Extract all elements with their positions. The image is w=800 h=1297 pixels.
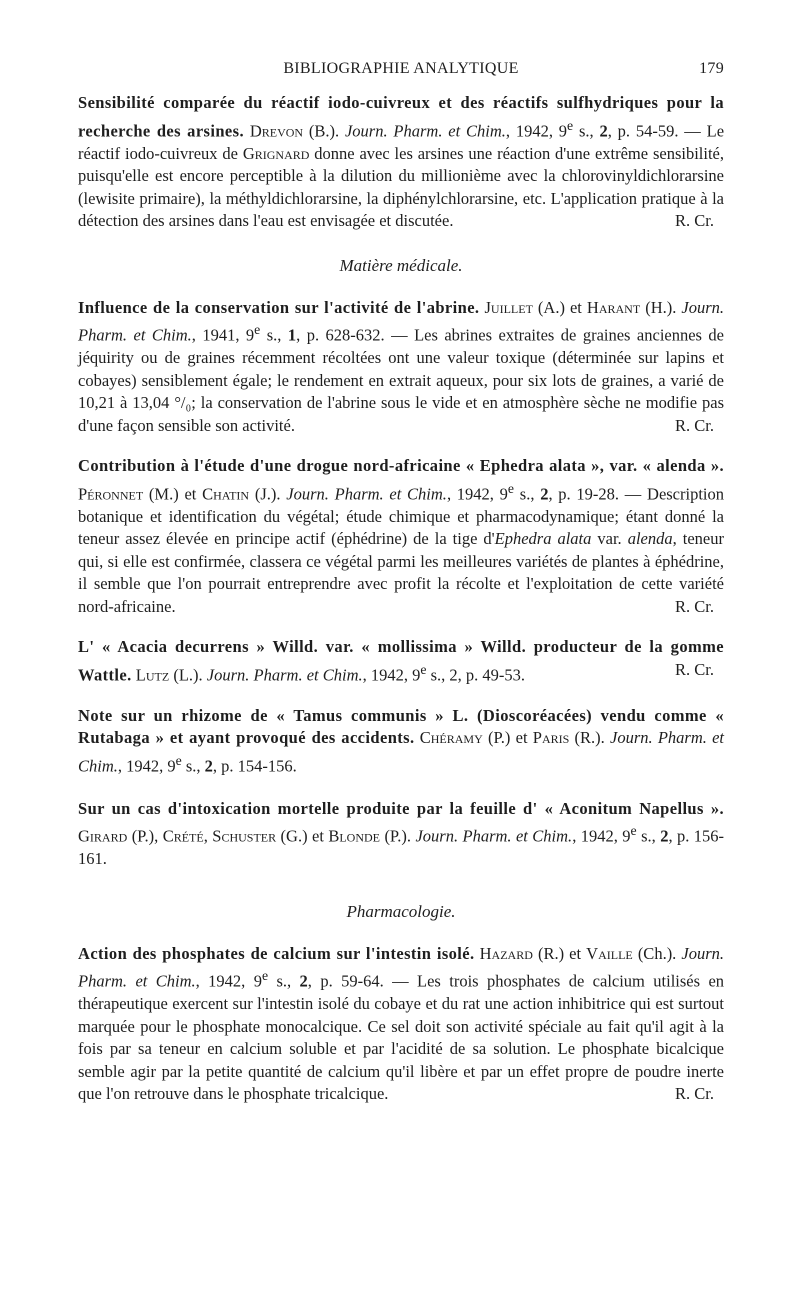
entry-title: Note sur un rhizome de « Tamus communis » L. (Dioscoréacées) vendu comme « Rutabaga » et ayant provoqué des accidents. xyxy=(78,705,724,747)
entry-title: Sur un cas d'intoxication mortelle produite par la feuille d' « Aconitum Napellus ». xyxy=(78,798,724,818)
journal-name: Journ. Pharm. et Chim. xyxy=(344,121,506,140)
volume: 2 xyxy=(204,756,213,775)
author-initial: (R.). xyxy=(569,728,610,747)
entry-body: , p. 59-64. — Les trois phosphates de calcium utilisés en thérapeutique exercent sur l'intestin isolé du cobaye et du rat une action inhibitrice qui est surtout marquée pour le phosphate monocalcique. Ce sel doit son activité spéciale au fait qu'il agit à la fois par sa teneur en calcium soluble et par l'acidité de sa solution. Le phosphate bicalcique semble agir par la petite quantité de calcium qu'il libère et par un effet propre de poudre inerte que l'on retrouve dans le phosphate tricalcique. xyxy=(78,971,725,1103)
entry-title: Action des phosphates de calcium sur l'intestin isolé. xyxy=(78,943,475,963)
signature: R. Cr. xyxy=(675,596,714,616)
reference: s., xyxy=(181,756,205,775)
volume: 2 xyxy=(599,121,608,140)
section-heading: Pharmacologie. xyxy=(346,901,456,921)
reference: s., 2, p. 49-53. xyxy=(426,665,526,684)
author-name: Blonde xyxy=(328,826,381,846)
variety-name: alenda xyxy=(627,529,673,548)
species-name: Ephedra alata xyxy=(494,529,592,548)
page-number: 179 xyxy=(699,60,724,77)
entry-body: donne avec les arsines une réaction d'une extrême sensibilité, puisqu'elle est encore perceptible à la dilution du millionième avec la chlorovinyldichlorarsine (lewisite primaire), la méthyldichlorarsine, la diphénylchlorarsine, etc. L'application pratique à la détection des arsines dans l'eau est envisagée et discutée. xyxy=(78,143,724,230)
entry-body: var. xyxy=(591,529,628,548)
journal-name: Journ. Pharm. et Chim. xyxy=(78,297,725,345)
volume: 2 xyxy=(660,826,669,846)
author-name: Vaille xyxy=(586,943,633,963)
section-heading: Matière médicale. xyxy=(339,255,463,275)
reference: , 1942, 9 xyxy=(362,665,421,684)
author-initial: (M.) et xyxy=(143,484,203,503)
superscript: e xyxy=(630,823,637,838)
author-name: Paris xyxy=(532,728,570,747)
author-name: Juillet xyxy=(484,297,533,317)
author-name: Chatin xyxy=(202,484,250,503)
author-name: Chéramy xyxy=(419,728,483,747)
entry-title: Sensibilité comparée du réactif iodo-cuivreux et des réactifs sulfhydriques pour la recherche des arsines. xyxy=(78,93,724,140)
author-initial: (A.) et xyxy=(532,297,587,317)
author-initial: (L.). xyxy=(169,665,207,684)
reference: s., xyxy=(260,325,288,345)
journal-name: Journ. Pharm. et Chim. xyxy=(78,943,725,991)
author-name: Girard xyxy=(78,826,128,846)
reference: , p. 154-156. xyxy=(212,756,297,775)
journal-name: Journ. Pharm. et Chim. xyxy=(286,484,447,503)
author-name: Drevon xyxy=(249,121,304,140)
author-name: Hazard xyxy=(479,943,533,963)
volume: 1 xyxy=(287,325,297,345)
entry-title: Contribution à l'étude d'une drogue nord-africaine « Ephedra alata », var. « alenda ». xyxy=(78,456,724,475)
abstract-entry xyxy=(78,92,724,233)
superscript: e xyxy=(507,480,515,496)
reference: , 1942, 9 xyxy=(195,971,262,991)
reference: s., xyxy=(573,121,600,140)
author-initial: (B.). xyxy=(303,121,345,140)
running-title: BIBLIOGRAPHIE ANALYTIQUE xyxy=(283,60,519,77)
author-initial: , xyxy=(203,826,213,846)
superscript: e xyxy=(261,968,269,983)
page xyxy=(78,60,724,1106)
author-initial: (R.) et xyxy=(532,943,587,963)
volume: 2 xyxy=(299,971,308,991)
abstract-entry xyxy=(78,455,724,618)
author-name: Schuster xyxy=(212,826,277,846)
abstract-entry xyxy=(78,943,724,1106)
entry-title: L' « Acacia decurrens » Willd. var. « mollissima » Willd. producteur de la gomme Wattle. xyxy=(78,637,724,684)
journal-name: Journ. Pharm. et Chim. xyxy=(78,728,725,775)
signature: R. Cr. xyxy=(675,415,714,435)
superscript: e xyxy=(420,661,427,677)
abstract-entry xyxy=(78,798,724,871)
entry-title: Influence de la conservation sur l'activité de l'abrine. xyxy=(78,297,480,317)
cited-name: Grignard xyxy=(242,143,310,163)
reference: s., xyxy=(514,484,541,503)
author-initial: (P.), xyxy=(127,826,163,846)
reference: , 1942, 9 xyxy=(446,484,508,503)
superscript: e xyxy=(175,752,182,768)
entry-body: , p. 628-632. — Les abrines extraites de graines anciennes de jéquirity ou de graines récemment récoltées ont une valeur toxique (déterminée sur lapins et cobayes) sensiblement égale; le rendement en extrait aqueux, pour six lots de graines, a varié de 10,21 à 13,04 °/₀; la conservation de l'abrine sous le vide et en atmosphère sèche ne modifie pas d'une façon sensible son activité. xyxy=(78,325,725,435)
reference: , 1942, 9 xyxy=(572,826,631,846)
author-initial: (G.) et xyxy=(276,826,329,846)
entry-body: , teneur qui, si elle est confirmée, classera ce végétal parmi les meilleures variétés de plantes à éphédrine, il semble que l'on pourrait entreprendre avec profit la récolte et l'exploitation de cette variété nord-africaine. xyxy=(78,529,724,616)
author-initial: (P.) et xyxy=(482,728,533,747)
author-initial: (P.). xyxy=(380,826,416,846)
author-name: Lutz xyxy=(135,665,170,684)
author-name: Crété xyxy=(162,826,204,846)
volume: 2 xyxy=(540,484,549,503)
reference: s., xyxy=(636,826,661,846)
reference: , p. 54-59. — Le réactif iodo-cuivreux de xyxy=(78,121,725,163)
superscript: e xyxy=(254,322,261,337)
running-head xyxy=(78,60,724,84)
reference: , p. 156-161. xyxy=(78,826,725,868)
journal-name: Journ. Pharm. et Chim. xyxy=(206,665,363,684)
reference: , 1941, 9 xyxy=(191,325,255,345)
abstract-entry xyxy=(78,705,724,778)
signature: R. Cr. xyxy=(675,659,714,679)
author-name: Harant xyxy=(586,297,641,317)
superscript: e xyxy=(567,117,574,133)
signature: R. Cr. xyxy=(675,211,714,230)
signature: R. Cr. xyxy=(675,1084,714,1103)
abstract-entry xyxy=(78,636,724,687)
author-initial: (H.). xyxy=(640,297,682,317)
abstract-entry xyxy=(78,297,724,438)
reference: , 1942, 9 xyxy=(505,121,568,140)
author-name: Péronnet xyxy=(78,484,144,503)
author-initial: (J.). xyxy=(249,484,287,503)
entry-body: , p. 19-28. — Description botanique et identification du végétal; étude chimique et pharmacodynamique; étant donné la teneur assez élevée en principe actif (éphédrine) de la tige d' xyxy=(78,484,725,548)
reference: , 1942, 9 xyxy=(117,756,176,775)
journal-name: Journ. Pharm. et Chim. xyxy=(415,826,573,846)
author-initial: (Ch.). xyxy=(632,943,682,963)
reference: s., xyxy=(268,971,300,991)
